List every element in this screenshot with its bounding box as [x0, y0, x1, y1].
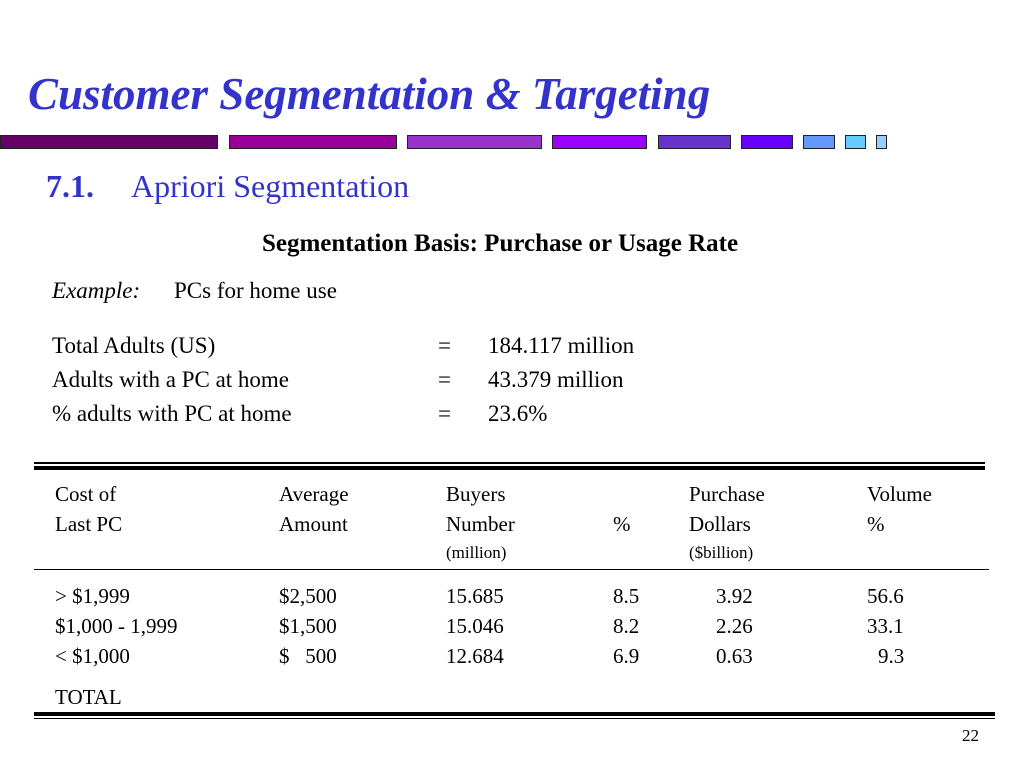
slide-title: Customer Segmentation & Targeting: [28, 69, 711, 119]
header-purchase-unit: ($billion): [689, 543, 754, 562]
cell-volume: 56.6: [867, 584, 904, 608]
cell-buyers: 15.046: [446, 614, 504, 638]
cell-purchase: 0.63: [716, 644, 753, 668]
cell-cost: > $1,999: [55, 584, 130, 608]
table-top-rule: [34, 462, 985, 464]
header-purchase: Purchase: [689, 482, 765, 506]
stat-value: 23.6%: [488, 401, 548, 426]
cell-purchase: 3.92: [716, 584, 753, 608]
decorative-bar: [876, 135, 887, 149]
cell-pct: 6.9: [613, 644, 640, 668]
header-volume: Volume: [867, 482, 932, 506]
total-label: TOTAL: [55, 685, 122, 709]
cell-average: $2,500: [279, 584, 337, 608]
header-cost: Last PC: [55, 512, 123, 536]
decorative-bar: [552, 135, 647, 149]
table-bottom-rule: [34, 718, 995, 719]
cell-buyers: 12.684: [446, 644, 504, 668]
header-buyers: Buyers: [446, 482, 506, 506]
cell-volume: 33.1: [867, 614, 904, 638]
cell-cost: < $1,000: [55, 644, 130, 668]
header-cost: Cost of: [55, 482, 117, 506]
header-average: Amount: [279, 512, 348, 536]
decorative-bar: [741, 135, 793, 149]
cell-purchase: 2.26: [716, 614, 753, 638]
header-buyers: Number: [446, 512, 515, 536]
stat-label: Total Adults (US): [52, 333, 216, 358]
stat-equals: =: [438, 333, 451, 358]
section-number: 7.1.: [46, 168, 94, 204]
table-top-rule: [34, 466, 985, 470]
page-number: 22: [962, 726, 979, 745]
example-text: PCs for home use: [174, 278, 337, 303]
header-volume: %: [867, 512, 885, 536]
stat-label: Adults with a PC at home: [52, 367, 290, 392]
cell-volume: 9.3: [878, 644, 905, 668]
stat-equals: =: [438, 401, 451, 426]
decorative-bar: [658, 135, 731, 149]
cell-pct: 8.2: [613, 614, 640, 638]
decorative-bar: [803, 135, 835, 149]
stat-value: 184.117 million: [488, 333, 635, 358]
header-purchase: Dollars: [689, 512, 751, 536]
header-buyers-unit: (million): [446, 543, 507, 562]
decorative-bar: [407, 135, 542, 149]
stat-label: % adults with PC at home: [52, 401, 292, 426]
stat-value: 43.379 million: [488, 367, 624, 392]
decorative-bar: [229, 135, 397, 149]
example-label: Example:: [52, 278, 141, 303]
cell-cost: $1,000 - 1,999: [55, 614, 178, 638]
section-title: Apriori Segmentation: [131, 168, 410, 204]
header-average: Average: [279, 482, 349, 506]
cell-average: $1,500: [279, 614, 337, 638]
table-header-rule: [34, 569, 989, 570]
stat-equals: =: [438, 367, 451, 392]
cell-buyers: 15.685: [446, 584, 504, 608]
header-pct: %: [613, 512, 631, 536]
cell-average: $ 500: [279, 644, 337, 668]
decorative-bar: [0, 135, 218, 149]
decorative-bar: [845, 135, 866, 149]
table-bottom-rule: [34, 712, 995, 716]
segmentation-basis: Segmentation Basis: Purchase or Usage Rate: [261, 230, 739, 257]
cell-pct: 8.5: [613, 584, 640, 608]
